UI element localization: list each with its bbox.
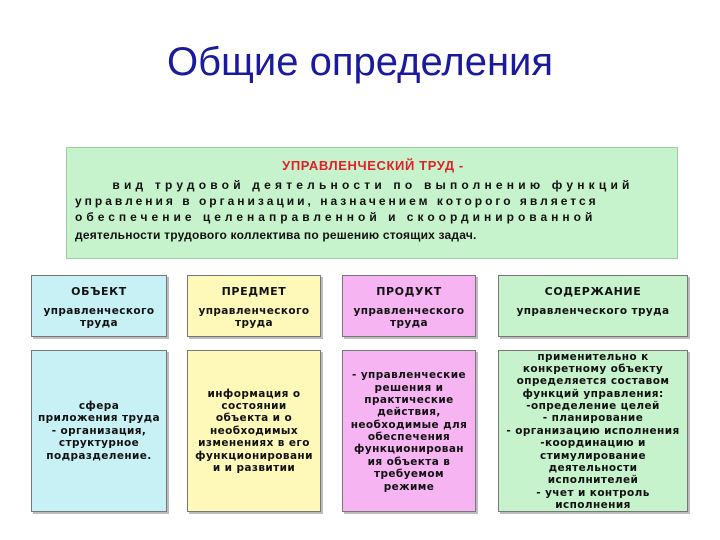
subject-body-line: изменениях в его	[198, 437, 310, 450]
subject-header-box	[187, 275, 321, 337]
content-heading: СОДЕРЖАНИЕ	[544, 285, 642, 298]
content-body-line: конкретному объекту	[522, 362, 664, 375]
content-body-line: - учет и контроль	[536, 486, 650, 499]
content-body-line: определяется составом	[516, 375, 670, 388]
subject-sub-line: труда	[234, 317, 273, 330]
banner-line-2: управления в организации, назначением которого является	[75, 194, 599, 208]
product-sub-line: труда	[389, 317, 428, 330]
content-body-line: стимулирование	[540, 449, 646, 462]
product-header-box	[342, 275, 476, 337]
subject-body-line: и и развитии	[212, 461, 296, 474]
definition-banner	[66, 147, 678, 259]
content-header-box	[498, 275, 688, 337]
subject-heading: ПРЕДМЕТ	[221, 285, 287, 298]
object-sub-line: управленческого	[43, 304, 155, 317]
product-body-line: - управленческие	[352, 369, 466, 382]
product-body-line: практические	[364, 393, 454, 406]
subject-body-line: функционировани	[195, 449, 313, 462]
content-body-line: -определение целей	[526, 400, 660, 413]
subject-body-line: необходимых	[210, 424, 298, 437]
content-body-line: функций управления:	[522, 387, 664, 400]
content-body-line: - организацию исполнения	[506, 424, 680, 437]
product-body-line: необходимые для	[350, 418, 468, 431]
product-body-line: режиме	[383, 480, 435, 493]
object-sub-line: труда	[79, 317, 118, 330]
content-body-line: исполнителей	[547, 474, 639, 487]
object-body-line: структурное	[58, 437, 140, 450]
object-body-box	[31, 350, 167, 512]
subject-sub-line: управленческого	[198, 304, 310, 317]
object-body-line: подразделение.	[46, 449, 152, 462]
product-heading: ПРОДУКТ	[376, 285, 442, 298]
product-sub-line: управленческого	[353, 304, 465, 317]
page-title: Общие определения	[166, 40, 554, 84]
subject-body-line: состоянии	[221, 400, 287, 413]
product-body-box	[342, 350, 476, 512]
subject-body-line: информация о	[207, 387, 301, 400]
object-header-box	[31, 275, 167, 337]
banner-line-1: вид трудовой деятельности по выполнению функций	[112, 178, 634, 192]
content-body-line: деятельности	[548, 461, 638, 474]
product-body-line: обеспечения	[367, 431, 451, 443]
content-body-line: исполнения	[555, 499, 631, 512]
banner-line-4: деятельности трудового коллектива по решению стоящих задач.	[75, 228, 477, 242]
product-body-line: требуемом	[374, 468, 444, 481]
content-body-box	[498, 350, 688, 512]
banner-line-3: обеспечение целенаправленной и скоординированной	[75, 210, 597, 224]
product-body-line: функционирован	[354, 443, 464, 456]
object-body-line: сфера	[78, 400, 120, 413]
content-body-line: применительно к	[537, 350, 649, 363]
subject-body-box	[187, 350, 321, 512]
object-body-line: приложения труда	[37, 412, 161, 425]
content-body-line: - планирование	[542, 412, 644, 425]
product-body-line: ия объекта в	[367, 455, 451, 468]
subject-body-line: объекта и о	[215, 412, 293, 425]
content-body-line: -координацию и	[540, 437, 646, 450]
content-sub-line: управленческого труда	[516, 304, 670, 317]
product-body-line: действия,	[377, 406, 441, 419]
object-body-line: - организация,	[51, 424, 147, 437]
banner-heading: УПРАВЛЕНЧЕСКИЙ ТРУД -	[282, 158, 464, 173]
object-heading: ОБЪЕКТ	[71, 285, 127, 298]
product-body-line: решения и	[374, 381, 444, 394]
